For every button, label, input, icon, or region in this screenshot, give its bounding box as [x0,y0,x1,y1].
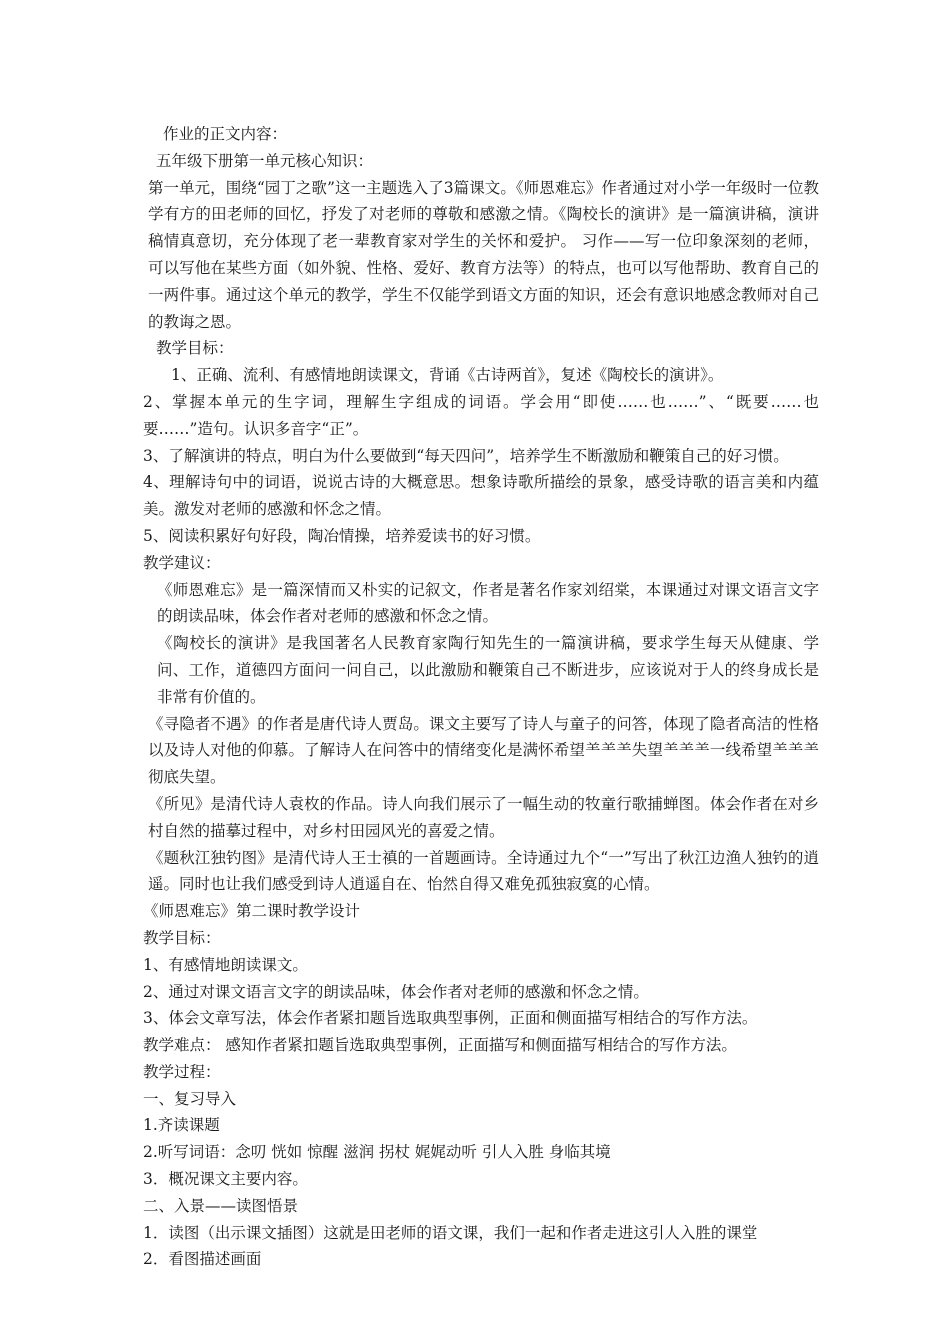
unit-title: 五年级下册第一单元核心知识： [156,151,374,170]
document-body [143,121,819,1273]
process-step: 2.听写词语：念叨 恍如 惊醒 滋润 拐杖 娓娓动听 引人入胜 身临其境 [143,1143,611,1162]
suggestion-paragraph: 《所见》是清代诗人袁枚的作品。诗人向我们展示了一幅生动的牧童行歌捕蝉图。体会作者在对乡村自然的描摹过程中，对乡村田园风光的喜爱之情。 [148,794,819,840]
teaching-difficulty: 教学难点： 感知作者紧扣题旨选取典型事例，正面描写和侧面描写相结合的写作方法。 [143,1036,737,1055]
process-step: 1．读图（出示课文插图）这就是田老师的语文课，我们一起和作者走进这引人入胜的课堂 [143,1223,758,1242]
process-step: 二、入景——读图悟景 [143,1196,299,1215]
goal-item: 1、正确、流利、有感情地朗读课文，背诵《古诗两首》，复述《陶校长的演讲》。 [171,366,724,385]
process-step: 一、复习导入 [143,1089,237,1108]
suggestion-paragraph: 《寻隐者不遇》的作者是唐代诗人贾岛。课文主要写了诗人与童子的问答，体现了隐者高洁的性格以及诗人对他的仰慕。了解诗人在问答中的情绪变化是满怀希望⺷⺷⺷失望⺷⺷⺷一线希望⺷⺷⺷彻底失望。 [148,714,819,787]
suggest-title: 教学建议： [143,553,221,572]
suggestion-paragraph: 《师恩难忘》是一篇深情而又朴实的记叙文，作者是著名作家刘绍棠，本课通过对课文语言文字的朗读品味，体会作者对老师的感激和怀念之情。 [157,580,819,626]
suggestion-paragraph: 《题秋江独钓图》是清代诗人王士禛的一首题画诗。全诗通过九个“一”写出了秋江边渔人独钓的逍遥。同时也让我们感受到诗人逍遥自在、怡然自得又难免孤独寂寞的心情。 [148,848,819,894]
process-step: 2．看图描述画面 [143,1250,262,1269]
goal-item: 4、理解诗句中的词语，说说古诗的大概意思。想象诗歌所描绘的景象，感受诗歌的语言美和内蕴美。激发对老师的感激和怀念之情。 [143,473,819,519]
goal-item: 2、掌握本单元的生字词，理解生字组成的词语。学会用“即使……也……”、“既要……也要……”造句。认识多音字“正”。 [143,392,819,438]
goal-item: 5、阅读积累好句好段，陶冶情操，培养爱读书的好习惯。 [143,526,541,545]
doc-header: 作业的正文内容： [163,125,288,143]
process-step: 1.齐读课题 [143,1116,220,1135]
suggestion-paragraph: 《陶校长的演讲》是我国著名人民教育家陶行知先生的一篇演讲稿，要求学生每天从健康、学问、工作，道德四方面问一问自己，以此激励和鞭策自己不断进步，应该说对于人的终身成长是非常有价值的。 [157,634,819,706]
process-step: 3．概况课文主要内容。 [143,1170,308,1189]
lesson-goal-item: 1、有感情地朗读课文。 [143,955,308,974]
lesson-goal-item: 3、体会文章写法，体会作者紧扣题旨选取典型事例，正面和侧面描写相结合的写作方法。 [143,1009,758,1028]
unit-intro: 第一单元，围绕“园丁之歌”这一主题选入了3篇课文。《师恩难忘》作者通过对小学一年级时一位教学有方的田老师的回忆，抒发了对老师的尊敬和感激之情。《陶校长的演讲》是一篇演讲稿，演讲稿情真意切，充分体现了老一辈教育家对学生的关怀和爱护。 习作——写一位印象深刻的老师，可以写他在某些方面（如外貌、性格、爱好、教育方法等）的特点，也可以写他帮助、教育自己的一两件事。通过这个单元的教学，学生不仅能学到语文方面的知识，还会有意识地感念教师对自己的教诲之恩。 [148,178,819,331]
lesson-title: 《师恩难忘》第二课时教学设计 [143,902,361,921]
goal-item: 3、了解演讲的特点，明白为什么要做到“每天四问”，培养学生不断激励和鞭策自己的好习惯。 [143,446,789,465]
process-title: 教学过程： [143,1062,221,1081]
goals-title: 教学目标： [156,339,234,358]
lesson-goals-title: 教学目标： [143,928,221,947]
lesson-goal-item: 2、通过对课文语言文字的朗读品味，体会作者对老师的感激和怀念之情。 [143,982,649,1001]
